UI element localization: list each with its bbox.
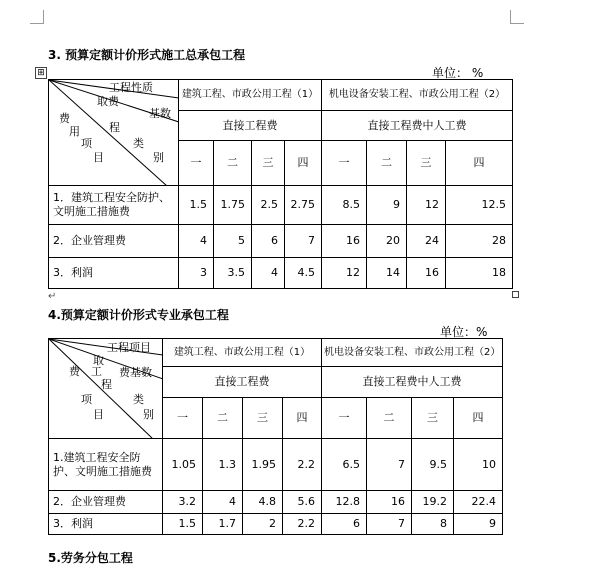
class-header: 一 [163, 398, 203, 439]
section4-group2-header: 机电设备安装工程、市政公用工程（2） [322, 339, 503, 367]
section3-group2-header: 机电设备安装工程、市政公用工程（2） [322, 80, 513, 111]
rate-cell: 5 [214, 225, 252, 258]
rate-cell: 12.5 [446, 186, 513, 225]
section3-group1-header: 建筑工程、市政公用工程（1） [179, 80, 322, 111]
class-header: 三 [243, 398, 283, 439]
rate-cell: 3.2 [163, 491, 203, 514]
class-header: 三 [252, 141, 285, 186]
rate-cell: 1.5 [163, 514, 203, 535]
rate-cell: 6 [322, 514, 367, 535]
rate-cell: 2.2 [283, 514, 322, 535]
class-header: 一 [322, 398, 367, 439]
class-header: 二 [203, 398, 243, 439]
crop-mark-top-right-h [510, 23, 524, 24]
rate-cell: 1.3 [203, 439, 243, 491]
rate-cell: 12 [322, 258, 367, 289]
rate-cell: 9 [367, 186, 407, 225]
diag-label-fee: 取 [93, 354, 104, 367]
table-row [49, 225, 513, 258]
class-header: 一 [322, 141, 367, 186]
section3-base1-header: 直接工程费 [179, 111, 322, 141]
diag-label-lei: 类 [133, 393, 144, 406]
class-header: 四 [454, 398, 503, 439]
row-item-label: 2．企业管理费 [49, 491, 163, 514]
rate-cell: 20 [367, 225, 407, 258]
section3-corner-header [49, 80, 179, 186]
rate-cell: 22.4 [454, 491, 503, 514]
rate-cell: 19.2 [412, 491, 454, 514]
rate-cell: 4 [252, 258, 285, 289]
diag-label-xiang: 项 [81, 393, 92, 406]
diag-label-use: 用 [69, 125, 80, 138]
diag-label-mu: 目 [93, 408, 104, 421]
rate-cell: 3 [179, 258, 214, 289]
rate-cell: 2 [243, 514, 283, 535]
table-row [49, 258, 513, 289]
rate-cell: 16 [407, 258, 446, 289]
rate-cell: 12 [407, 186, 446, 225]
paragraph-mark: ↵ [48, 291, 57, 302]
class-header: 二 [367, 141, 407, 186]
table-row [49, 186, 513, 225]
diag-label-fee: 取费 [97, 95, 119, 108]
diag-label-project: 工程项目 [107, 341, 151, 354]
rate-cell: 2.2 [283, 439, 322, 491]
section4-unit: 单位：% [440, 325, 488, 339]
rate-cell: 1.7 [203, 514, 243, 535]
rate-cell: 14 [367, 258, 407, 289]
table-row [49, 491, 503, 514]
section4-base1-header: 直接工程费 [163, 367, 322, 398]
diag-label-mu: 目 [93, 151, 104, 164]
class-header: 三 [407, 141, 446, 186]
rate-cell: 8.5 [322, 186, 367, 225]
rate-cell: 2.75 [285, 186, 322, 225]
crop-mark-top-left-v [43, 10, 44, 24]
crop-mark-top-right-v [510, 10, 511, 24]
table-row [49, 514, 503, 535]
rate-cell: 28 [446, 225, 513, 258]
rate-cell: 24 [407, 225, 446, 258]
class-header: 四 [283, 398, 322, 439]
rate-cell: 10 [454, 439, 503, 491]
diag-label-feeitem: 费 [59, 112, 70, 125]
section5-title: 5.劳务分包工程 [48, 551, 133, 565]
section4-base2-header: 直接工程费中人工费 [322, 367, 503, 398]
diag-label-project: 工程性质 [109, 81, 153, 94]
rate-cell: 2.5 [252, 186, 285, 225]
diag-label-feeitem: 费 [69, 365, 80, 378]
class-header: 四 [285, 141, 322, 186]
row-item-label: 1．建筑工程安全防护、文明施工措施费 [49, 186, 179, 225]
rate-cell: 8 [412, 514, 454, 535]
section3-base2-header: 直接工程费中人工费 [322, 111, 513, 141]
rate-cell: 12.8 [322, 491, 367, 514]
table-resize-handle[interactable] [512, 291, 519, 298]
section3-title: 3. 预算定额计价形式施工总承包工程 [48, 48, 246, 62]
rate-cell: 3.5 [214, 258, 252, 289]
diag-label-xiang: 项 [81, 137, 92, 150]
section4-corner-header [49, 339, 163, 439]
rate-cell: 4 [203, 491, 243, 514]
diag-label-lei: 类 [133, 137, 144, 150]
class-header: 四 [446, 141, 513, 186]
section3-unit: 单位： % [432, 66, 484, 80]
rate-cell: 9.5 [412, 439, 454, 491]
rate-cell: 1.95 [243, 439, 283, 491]
rate-cell: 7 [285, 225, 322, 258]
rate-cell: 9 [454, 514, 503, 535]
section4-fee-table [48, 338, 503, 535]
crop-mark-top-left-h [30, 23, 44, 24]
diag-label-cheng: 程 [101, 378, 112, 391]
rate-cell: 18 [446, 258, 513, 289]
class-header: 二 [367, 398, 412, 439]
class-header: 三 [412, 398, 454, 439]
row-item-label: 1.建筑工程安全防护、文明施工措施费 [49, 439, 163, 491]
table-move-handle[interactable]: ⊞ [35, 67, 47, 79]
diag-label-base: 费基数 [119, 366, 152, 379]
section4-group1-header: 建筑工程、市政公用工程（1） [163, 339, 322, 367]
diag-label-gong: 工 [91, 365, 102, 378]
rate-cell: 4.5 [285, 258, 322, 289]
table-row [49, 439, 503, 491]
rate-cell: 16 [367, 491, 412, 514]
class-header: 一 [179, 141, 214, 186]
rate-cell: 1.75 [214, 186, 252, 225]
diag-label-bie: 别 [153, 151, 164, 164]
rate-cell: 4 [179, 225, 214, 258]
section3-fee-table [48, 79, 513, 289]
diag-label-cheng: 程 [109, 121, 120, 134]
rate-cell: 4.8 [243, 491, 283, 514]
rate-cell: 7 [367, 514, 412, 535]
rate-cell: 1.05 [163, 439, 203, 491]
section4-title: 4.预算定额计价形式专业承包工程 [48, 308, 229, 322]
row-item-label: 3．利润 [49, 258, 179, 289]
rate-cell: 1.5 [179, 186, 214, 225]
diag-label-bie: 别 [143, 408, 154, 421]
rate-cell: 7 [367, 439, 412, 491]
rate-cell: 5.6 [283, 491, 322, 514]
rate-cell: 16 [322, 225, 367, 258]
rate-cell: 6 [252, 225, 285, 258]
class-header: 二 [214, 141, 252, 186]
row-item-label: 2．企业管理费 [49, 225, 179, 258]
diag-label-base: 基数 [149, 107, 171, 120]
row-item-label: 3．利润 [49, 514, 163, 535]
rate-cell: 6.5 [322, 439, 367, 491]
